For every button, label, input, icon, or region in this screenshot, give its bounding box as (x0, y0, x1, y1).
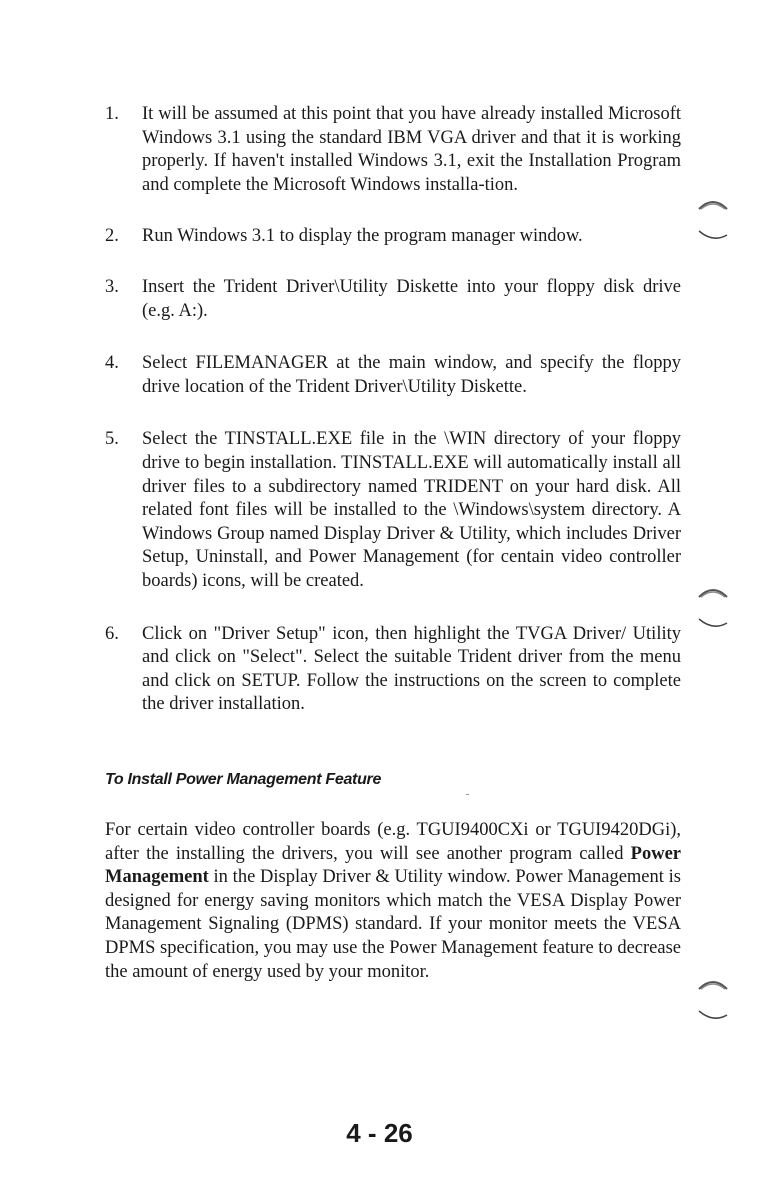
paragraph-bold-term: Power Management (105, 843, 681, 888)
binder-hole-icon (693, 195, 733, 243)
section-heading: To Install Power Management Feature (105, 771, 382, 788)
power-management-paragraph (105, 819, 681, 984)
step-number: 5. (105, 429, 119, 450)
step-item (105, 623, 681, 717)
step-text: It will be assumed at this point that you have already installed Microsoft Windows 3.1 using the standard IBM VGA driver and that it is working properly. If haven't installed Windows 3.1, exit the Installation Program and complete the Microsoft Windows installa-tion. (142, 104, 681, 195)
step-item (105, 352, 681, 399)
step-text: Run Windows 3.1 to display the program manager window. (142, 226, 583, 247)
page-number: 4 - 26 (346, 1118, 413, 1148)
step-item (105, 103, 681, 197)
installation-steps (105, 103, 681, 717)
paragraph-text-end: in the Display Driver & Utility window. Power Management is designed for energy saving monitors which match the VESA Display Power Management Signaling (DPMS) standard. If your monitor meets the VESA DPMS specification, you may use the Power Management feature to decrease the amount of energy used by your monitor. (105, 867, 681, 982)
step-number: 3. (105, 276, 119, 297)
step-item (105, 276, 681, 323)
step-text: Click on "Driver Setup" icon, then highlight the TVGA Driver/ Utility and click on "Select". Select the suitable Trident driver from the menu and click on SETUP. Follow the instructions on the screen to complete the driver installation. (142, 623, 681, 715)
step-text: Insert the Trident Driver\Utility Diskette into your floppy disk drive (e.g. A:). (142, 276, 681, 321)
step-number: 4. (105, 353, 119, 374)
step-number: 1. (105, 104, 119, 124)
scan-mark (466, 794, 469, 795)
step-item (105, 428, 681, 593)
step-number: 6. (105, 623, 119, 644)
step-item (105, 225, 681, 249)
step-number: 2. (105, 226, 119, 247)
step-text: Select FILEMANAGER at the main window, and specify the floppy drive location of the Trident Driver\Utility Diskette. (142, 353, 681, 397)
paragraph-text-start: For certain video controller boards (e.g. TGUI9400CXi or TGUI9420DGi), after the installing the drivers, you will see another program called (105, 820, 681, 864)
binder-hole-icon (693, 975, 733, 1023)
step-text: Select the TINSTALL.EXE file in the \WIN directory of your floppy drive to begin installation. TINSTALL.EXE will automatically install all driver files to a subdirectory named TRIDENT on your hard disk. All related font files will be installed to the \Windows\system directory. A Windows Group named Display Driver & Utility, which includes Driver Setup, Uninstall, and Power Management (for centain video controller boards) icons, will be created. (142, 429, 681, 591)
binder-hole-icon (693, 583, 733, 631)
